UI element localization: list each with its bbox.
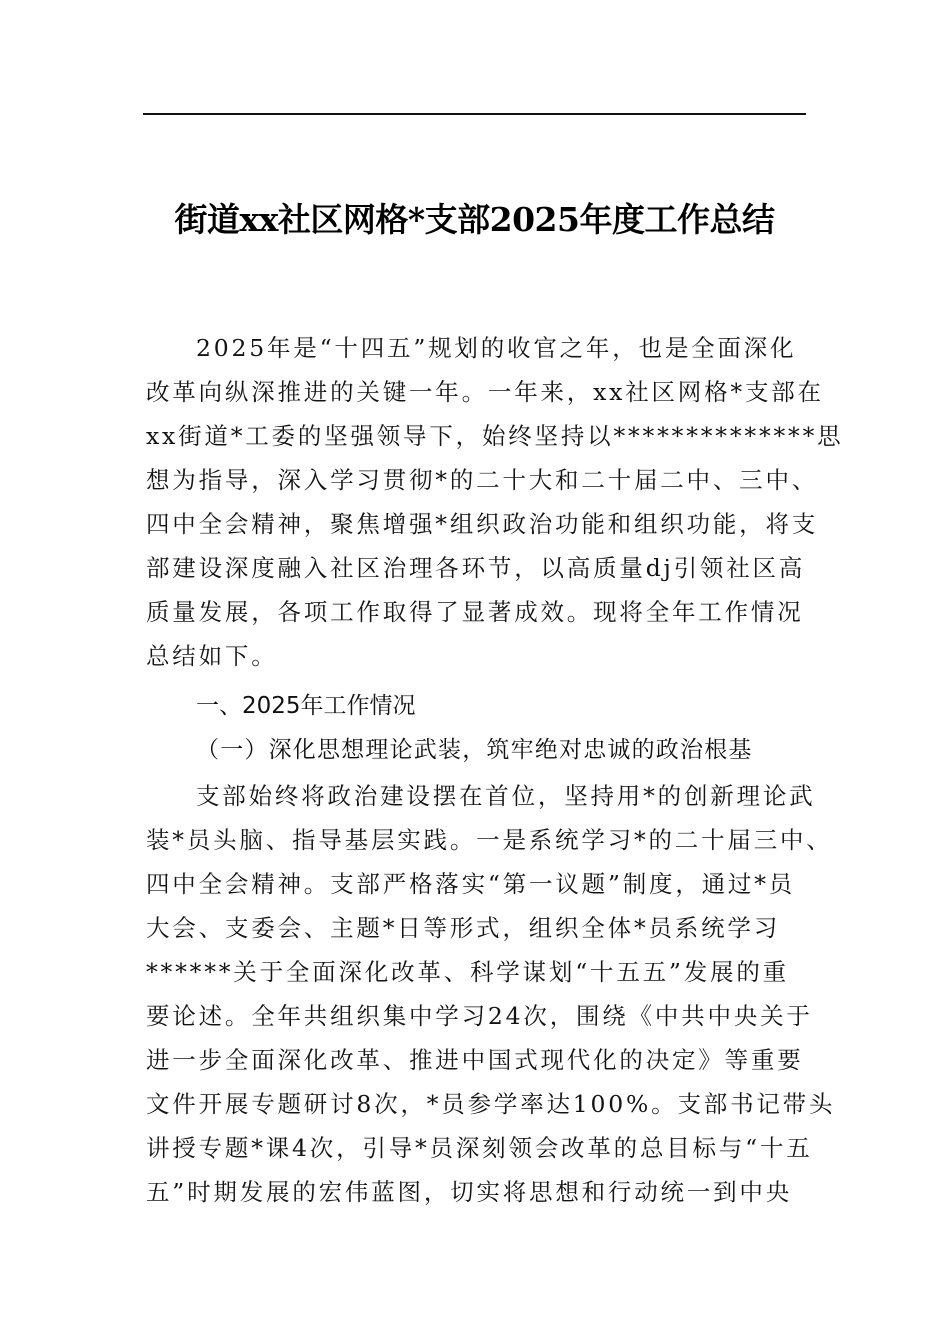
header-rule-divider bbox=[143, 113, 806, 115]
paragraph-line: 要论述。全年共组织集中学习24次，围绕《中共中央关于 bbox=[146, 1002, 813, 1030]
paragraph-line: 支部始终将政治建设摆在首位，坚持用*的创新理论武 bbox=[196, 782, 816, 810]
paragraph-line: 进一步全面深化改革、推进中国式现代化的决定》等重要 bbox=[146, 1046, 804, 1074]
document-title: 街道xx社区网格*支部2025年度工作总结 bbox=[174, 200, 775, 239]
paragraph-line: 装*员头脑、指导基层实践。一是系统学习*的二十届三中、 bbox=[146, 826, 833, 854]
section-heading: 一、2025年工作情况 bbox=[196, 693, 416, 719]
paragraph-line: 大会、支委会、主题*日等形式，组织全体*员系统学习 bbox=[146, 914, 780, 942]
paragraph-line: 四中全会精神。支部严格落实“第一议题”制度，通过*员 bbox=[146, 870, 796, 898]
paragraph-line: xx街道*工委的坚强领导下，始终坚持以**************思 bbox=[146, 422, 844, 450]
paragraph-line: 四中全会精神，聚焦增强*组织政治功能和组织功能，将支 bbox=[146, 510, 819, 538]
intro-paragraph bbox=[146, 326, 844, 678]
paragraph-line: 想为指导，深入学习贯彻*的二十大和二十届二中、三中、 bbox=[146, 466, 819, 494]
subsection-heading: （一）深化思想理论武装，筑牢绝对忠诚的政治根基 bbox=[196, 737, 753, 763]
paragraph-line: 质量发展，各项工作取得了显著成效。现将全年工作情况 bbox=[146, 598, 804, 626]
paragraph-line: 改革向纵深推进的关键一年。一年来，xx社区网格*支部在 bbox=[146, 378, 824, 406]
paragraph-line: 讲授专题*课4次，引导*员深刻领会改革的总目标与“十五 bbox=[146, 1134, 813, 1162]
paragraph-line: 五”时期发展的宏伟蓝图，切实将思想和行动统一到中央 bbox=[146, 1178, 793, 1206]
paragraph-line: 文件开展专题研讨8次，*员参学率达100%。支部书记带头 bbox=[146, 1090, 836, 1118]
paragraph-line: 总结如下。 bbox=[146, 642, 278, 670]
paragraph-line: 2025年是“十四五”规划的收官之年，也是全面深化 bbox=[196, 334, 797, 362]
section-paragraph bbox=[146, 774, 836, 1214]
paragraph-line: ******关于全面深化改革、科学谋划“十五五”发展的重 bbox=[146, 958, 789, 986]
paragraph-line: 部建设深度融入社区治理各环节，以高质量dj引领社区高 bbox=[146, 554, 806, 582]
